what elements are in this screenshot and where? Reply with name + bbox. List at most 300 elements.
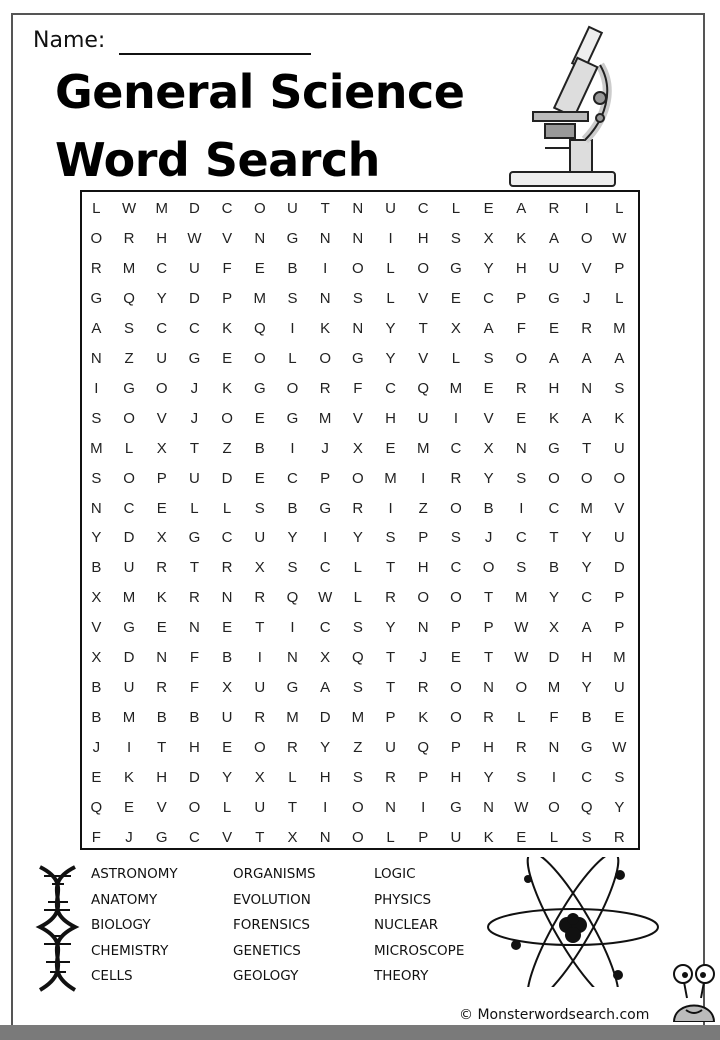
grid-letter[interactable]: G bbox=[286, 409, 299, 427]
grid-letter[interactable]: N bbox=[319, 229, 331, 247]
grid-letter[interactable]: O bbox=[450, 499, 462, 517]
grid-letter[interactable]: Z bbox=[418, 499, 428, 517]
grid-letter[interactable]: C bbox=[287, 469, 298, 487]
grid-letter[interactable]: N bbox=[156, 649, 168, 667]
grid-letter[interactable]: Z bbox=[124, 349, 134, 367]
grid-letter[interactable]: H bbox=[581, 649, 593, 667]
grid-letter[interactable]: M bbox=[286, 709, 299, 727]
grid-letter[interactable]: H bbox=[156, 769, 168, 787]
grid-letter[interactable]: P bbox=[418, 828, 429, 846]
grid-letter[interactable]: Q bbox=[123, 289, 135, 307]
grid-letter[interactable]: O bbox=[221, 409, 233, 427]
grid-letter[interactable]: S bbox=[124, 319, 135, 337]
grid-letter[interactable]: B bbox=[287, 259, 298, 277]
grid-letter[interactable]: P bbox=[614, 259, 625, 277]
grid-letter[interactable]: A bbox=[320, 679, 331, 697]
grid-letter[interactable]: J bbox=[419, 649, 427, 667]
grid-letter[interactable]: M bbox=[580, 499, 593, 517]
grid-letter[interactable]: O bbox=[253, 200, 266, 217]
grid-letter[interactable]: G bbox=[580, 739, 593, 757]
grid-letter[interactable]: E bbox=[222, 619, 233, 637]
grid-letter[interactable]: U bbox=[450, 828, 462, 846]
grid-letter[interactable]: C bbox=[156, 259, 168, 277]
grid-letter[interactable]: A bbox=[548, 229, 559, 247]
grid-letter[interactable]: U bbox=[188, 469, 200, 487]
grid-letter[interactable]: R bbox=[613, 828, 625, 846]
grid-letter[interactable]: I bbox=[126, 739, 132, 757]
grid-letter[interactable]: N bbox=[417, 619, 429, 637]
grid-letter[interactable]: O bbox=[515, 679, 528, 697]
grid-letter[interactable]: Q bbox=[580, 799, 593, 816]
grid-letter[interactable]: H bbox=[450, 769, 462, 787]
grid-letter[interactable]: V bbox=[352, 409, 363, 427]
grid-letter[interactable]: C bbox=[581, 769, 593, 787]
grid-letter[interactable]: D bbox=[188, 769, 200, 787]
grid-letter[interactable]: C bbox=[319, 619, 331, 637]
grid-letter[interactable]: M bbox=[515, 589, 528, 607]
grid-letter[interactable]: B bbox=[156, 709, 167, 727]
grid-letter[interactable]: I bbox=[388, 229, 393, 247]
grid-letter[interactable]: Y bbox=[581, 679, 592, 697]
grid-letter[interactable]: W bbox=[121, 200, 137, 217]
grid-letter[interactable]: G bbox=[188, 349, 201, 367]
grid-letter[interactable]: S bbox=[91, 409, 102, 427]
grid-letter[interactable]: S bbox=[385, 529, 396, 547]
grid-letter[interactable]: C bbox=[188, 828, 200, 846]
grid-letter[interactable]: R bbox=[221, 559, 233, 577]
grid-letter[interactable]: R bbox=[385, 589, 396, 607]
grid-letter[interactable]: S bbox=[91, 469, 102, 487]
grid-letter[interactable]: Y bbox=[320, 739, 331, 757]
grid-letter[interactable]: F bbox=[91, 828, 101, 846]
grid-letter[interactable]: V bbox=[614, 499, 625, 517]
grid-letter[interactable]: R bbox=[156, 559, 168, 577]
grid-letter[interactable]: U bbox=[417, 409, 429, 427]
grid-letter[interactable]: W bbox=[187, 229, 202, 247]
grid-letter[interactable]: T bbox=[385, 559, 396, 577]
grid-letter[interactable]: N bbox=[352, 200, 364, 217]
grid-letter[interactable]: U bbox=[613, 679, 625, 697]
grid-letter[interactable]: R bbox=[385, 769, 396, 787]
grid-letter[interactable]: O bbox=[319, 349, 331, 367]
grid-letter[interactable]: Q bbox=[286, 589, 299, 607]
grid-letter[interactable]: E bbox=[254, 409, 265, 427]
grid-letter[interactable]: R bbox=[123, 229, 135, 247]
grid-letter[interactable]: L bbox=[190, 499, 199, 517]
grid-letter[interactable]: R bbox=[417, 679, 429, 697]
grid-letter[interactable]: R bbox=[352, 499, 364, 517]
grid-letter[interactable]: L bbox=[222, 499, 232, 517]
grid-letter[interactable]: O bbox=[155, 379, 168, 397]
grid-letter[interactable]: W bbox=[612, 229, 627, 247]
grid-letter[interactable]: L bbox=[353, 589, 363, 607]
grid-letter[interactable]: G bbox=[548, 439, 560, 457]
grid-letter[interactable]: C bbox=[417, 200, 429, 217]
grid-letter[interactable]: G bbox=[286, 679, 299, 697]
grid-letter[interactable]: W bbox=[612, 739, 627, 757]
grid-letter[interactable]: C bbox=[515, 529, 527, 547]
grid-letter[interactable]: V bbox=[222, 229, 233, 247]
grid-letter[interactable]: N bbox=[548, 739, 560, 757]
grid-letter[interactable]: T bbox=[484, 589, 494, 607]
grid-letter[interactable]: I bbox=[453, 409, 458, 427]
grid-letter[interactable]: C bbox=[188, 319, 200, 337]
grid-letter[interactable]: G bbox=[123, 379, 135, 397]
grid-letter[interactable]: N bbox=[515, 439, 527, 457]
grid-letter[interactable]: L bbox=[517, 709, 526, 727]
grid-letter[interactable]: C bbox=[483, 289, 495, 307]
grid-letter[interactable]: T bbox=[255, 619, 265, 637]
grid-letter[interactable]: Y bbox=[385, 319, 396, 337]
grid-letter[interactable]: S bbox=[352, 679, 363, 697]
grid-letter[interactable]: I bbox=[290, 319, 295, 337]
grid-letter[interactable]: T bbox=[549, 529, 559, 547]
grid-letter[interactable]: A bbox=[91, 319, 102, 337]
grid-letter[interactable]: T bbox=[255, 828, 265, 846]
grid-letter[interactable]: G bbox=[352, 349, 364, 367]
grid-letter[interactable]: R bbox=[548, 200, 560, 217]
grid-letter[interactable]: L bbox=[386, 828, 395, 846]
grid-letter[interactable]: H bbox=[417, 559, 429, 577]
grid-letter[interactable]: O bbox=[188, 799, 201, 816]
grid-letter[interactable]: P bbox=[156, 469, 167, 487]
grid-letter[interactable]: N bbox=[287, 649, 298, 667]
grid-letter[interactable]: X bbox=[483, 439, 494, 457]
grid-letter[interactable]: K bbox=[320, 319, 331, 337]
grid-letter[interactable]: D bbox=[548, 649, 560, 667]
grid-letter[interactable]: K bbox=[548, 409, 559, 427]
grid-letter[interactable]: M bbox=[122, 589, 136, 607]
grid-letter[interactable]: T bbox=[385, 649, 396, 667]
grid-letter[interactable]: P bbox=[450, 619, 461, 637]
grid-letter[interactable]: L bbox=[615, 289, 624, 307]
grid-letter[interactable]: Z bbox=[353, 739, 363, 757]
grid-letter[interactable]: C bbox=[385, 379, 396, 397]
grid-letter[interactable]: R bbox=[254, 709, 266, 727]
grid-letter[interactable]: K bbox=[124, 769, 135, 787]
grid-letter[interactable]: T bbox=[582, 439, 592, 457]
grid-letter[interactable]: O bbox=[352, 799, 364, 816]
grid-letter[interactable]: D bbox=[188, 200, 200, 217]
grid-letter[interactable]: S bbox=[352, 619, 363, 637]
grid-letter[interactable]: O bbox=[90, 229, 103, 247]
grid-letter[interactable]: L bbox=[222, 799, 232, 816]
grid-letter[interactable]: Y bbox=[222, 769, 233, 787]
grid-letter[interactable]: V bbox=[222, 828, 233, 846]
grid-letter[interactable]: H bbox=[319, 769, 331, 787]
grid-letter[interactable]: X bbox=[254, 559, 265, 577]
grid-letter[interactable]: I bbox=[323, 799, 328, 816]
grid-letter[interactable]: U bbox=[254, 529, 266, 547]
grid-letter[interactable]: S bbox=[516, 769, 527, 787]
grid-letter[interactable]: G bbox=[90, 289, 103, 307]
grid-letter[interactable]: O bbox=[450, 679, 462, 697]
grid-letter[interactable]: V bbox=[418, 289, 429, 307]
grid-letter[interactable]: I bbox=[323, 529, 328, 547]
grid-letter[interactable]: B bbox=[287, 499, 298, 517]
grid-letter[interactable]: N bbox=[90, 349, 102, 367]
grid-letter[interactable]: R bbox=[483, 709, 495, 727]
grid-letter[interactable]: Y bbox=[548, 589, 559, 607]
grid-letter[interactable]: S bbox=[516, 469, 527, 487]
grid-letter[interactable]: O bbox=[450, 589, 462, 607]
grid-letter[interactable]: A bbox=[483, 319, 494, 337]
grid-letter[interactable]: G bbox=[188, 529, 201, 547]
grid-letter[interactable]: B bbox=[548, 559, 559, 577]
grid-letter[interactable]: T bbox=[418, 319, 428, 337]
grid-letter[interactable]: C bbox=[548, 499, 560, 517]
grid-letter[interactable]: S bbox=[581, 828, 592, 846]
grid-letter[interactable]: K bbox=[222, 379, 233, 397]
grid-letter[interactable]: L bbox=[92, 200, 101, 217]
grid-letter[interactable]: R bbox=[156, 679, 168, 697]
grid-letter[interactable]: O bbox=[580, 229, 593, 247]
grid-letter[interactable]: M bbox=[547, 679, 561, 697]
grid-letter[interactable]: P bbox=[450, 739, 461, 757]
grid-letter[interactable]: X bbox=[320, 649, 331, 667]
grid-letter[interactable]: G bbox=[123, 619, 135, 637]
grid-letter[interactable]: F bbox=[189, 679, 199, 697]
grid-letter[interactable]: M bbox=[122, 709, 136, 727]
grid-letter[interactable]: L bbox=[451, 349, 461, 367]
grid-letter[interactable]: I bbox=[257, 649, 262, 667]
grid-letter[interactable]: B bbox=[222, 649, 233, 667]
grid-letter[interactable]: V bbox=[418, 349, 429, 367]
grid-letter[interactable]: M bbox=[155, 200, 168, 217]
grid-letter[interactable]: W bbox=[514, 619, 529, 637]
grid-letter[interactable]: U bbox=[123, 679, 135, 697]
grid-letter[interactable]: E bbox=[124, 799, 135, 816]
grid-letter[interactable]: X bbox=[483, 229, 494, 247]
grid-letter[interactable]: D bbox=[123, 649, 135, 667]
grid-letter[interactable]: U bbox=[188, 259, 200, 277]
grid-letter[interactable]: U bbox=[156, 349, 168, 367]
grid-letter[interactable]: N bbox=[483, 799, 495, 816]
grid-letter[interactable]: T bbox=[320, 200, 330, 217]
grid-letter[interactable]: L bbox=[353, 559, 363, 577]
grid-letter[interactable]: D bbox=[613, 559, 625, 577]
grid-letter[interactable]: F bbox=[222, 259, 232, 277]
grid-letter[interactable]: M bbox=[351, 709, 365, 727]
grid-letter[interactable]: J bbox=[321, 439, 329, 457]
grid-letter[interactable]: B bbox=[189, 709, 200, 727]
grid-letter[interactable]: O bbox=[450, 709, 462, 727]
grid-letter[interactable]: J bbox=[92, 739, 101, 757]
grid-letter[interactable]: Y bbox=[581, 559, 592, 577]
grid-letter[interactable]: T bbox=[189, 439, 199, 457]
grid-letter[interactable]: Q bbox=[90, 799, 103, 816]
grid-letter[interactable]: W bbox=[318, 589, 333, 607]
grid-letter[interactable]: A bbox=[581, 349, 592, 367]
grid-letter[interactable]: O bbox=[548, 469, 560, 487]
grid-letter[interactable]: E bbox=[254, 259, 265, 277]
grid-letter[interactable]: Y bbox=[385, 349, 396, 367]
grid-letter[interactable]: B bbox=[91, 709, 102, 727]
grid-letter[interactable]: X bbox=[91, 649, 102, 667]
grid-letter[interactable]: I bbox=[551, 769, 557, 787]
grid-letter[interactable]: D bbox=[123, 529, 135, 547]
grid-letter[interactable]: S bbox=[614, 769, 625, 787]
grid-letter[interactable]: G bbox=[253, 379, 266, 397]
grid-letter[interactable]: F bbox=[189, 649, 199, 667]
grid-letter[interactable]: C bbox=[221, 529, 233, 547]
grid-letter[interactable]: G bbox=[450, 259, 462, 277]
grid-letter[interactable]: M bbox=[122, 259, 136, 277]
grid-letter[interactable]: K bbox=[222, 319, 233, 337]
grid-letter[interactable]: H bbox=[156, 229, 168, 247]
grid-letter[interactable]: K bbox=[156, 589, 167, 607]
grid-letter[interactable]: Y bbox=[614, 799, 625, 816]
grid-letter[interactable]: E bbox=[483, 200, 494, 217]
grid-letter[interactable]: T bbox=[385, 679, 396, 697]
grid-letter[interactable]: B bbox=[91, 559, 102, 577]
grid-letter[interactable]: O bbox=[580, 469, 593, 487]
grid-letter[interactable]: M bbox=[613, 319, 626, 337]
grid-letter[interactable]: L bbox=[451, 200, 461, 217]
grid-letter[interactable]: O bbox=[352, 259, 364, 277]
grid-letter[interactable]: Y bbox=[483, 469, 494, 487]
grid-letter[interactable]: V bbox=[156, 409, 167, 427]
grid-letter[interactable]: Y bbox=[385, 619, 396, 637]
grid-letter[interactable]: N bbox=[352, 229, 364, 247]
grid-letter[interactable]: J bbox=[125, 828, 133, 846]
grid-letter[interactable]: G bbox=[450, 799, 462, 816]
grid-letter[interactable]: A bbox=[516, 200, 527, 217]
grid-letter[interactable]: U bbox=[385, 739, 396, 757]
grid-letter[interactable]: S bbox=[614, 379, 625, 397]
grid-letter[interactable]: F bbox=[353, 379, 363, 397]
grid-letter[interactable]: D bbox=[188, 289, 200, 307]
grid-letter[interactable]: N bbox=[90, 499, 102, 517]
grid-letter[interactable]: E bbox=[156, 499, 167, 517]
grid-letter[interactable]: C bbox=[221, 200, 233, 217]
grid-letter[interactable]: N bbox=[221, 589, 233, 607]
grid-letter[interactable]: G bbox=[548, 289, 560, 307]
grid-letter[interactable]: J bbox=[190, 379, 199, 397]
grid-letter[interactable]: N bbox=[188, 619, 200, 637]
grid-letter[interactable]: B bbox=[483, 499, 494, 517]
grid-letter[interactable]: Y bbox=[483, 769, 494, 787]
grid-letter[interactable]: L bbox=[615, 200, 624, 217]
grid-letter[interactable]: P bbox=[418, 769, 429, 787]
grid-letter[interactable]: S bbox=[450, 529, 461, 547]
grid-letter[interactable]: X bbox=[450, 319, 461, 337]
grid-letter[interactable]: E bbox=[222, 349, 233, 367]
grid-letter[interactable]: P bbox=[385, 709, 396, 727]
grid-letter[interactable]: O bbox=[352, 828, 364, 846]
grid-letter[interactable]: N bbox=[581, 379, 593, 397]
grid-letter[interactable]: C bbox=[123, 499, 135, 517]
grid-letter[interactable]: S bbox=[352, 289, 363, 307]
grid-letter[interactable]: M bbox=[613, 649, 626, 667]
grid-letter[interactable]: O bbox=[123, 469, 135, 487]
grid-letter[interactable]: O bbox=[482, 559, 495, 577]
grid-letter[interactable]: Y bbox=[287, 529, 298, 547]
grid-letter[interactable]: X bbox=[287, 828, 298, 846]
grid-letter[interactable]: S bbox=[287, 289, 298, 307]
grid-letter[interactable]: H bbox=[385, 409, 396, 427]
grid-letter[interactable]: N bbox=[483, 679, 495, 697]
grid-letter[interactable]: U bbox=[254, 679, 266, 697]
grid-letter[interactable]: U bbox=[123, 559, 135, 577]
grid-letter[interactable]: I bbox=[421, 469, 426, 487]
grid-letter[interactable]: I bbox=[388, 499, 393, 517]
grid-letter[interactable]: H bbox=[515, 259, 527, 277]
grid-letter[interactable]: N bbox=[319, 289, 331, 307]
grid-letter[interactable]: B bbox=[581, 709, 592, 727]
grid-letter[interactable]: M bbox=[90, 439, 103, 457]
grid-letter[interactable]: A bbox=[581, 619, 592, 637]
grid-letter[interactable]: C bbox=[319, 559, 331, 577]
grid-letter[interactable]: H bbox=[483, 739, 495, 757]
grid-letter[interactable]: N bbox=[254, 229, 266, 247]
grid-letter[interactable]: P bbox=[320, 469, 331, 487]
grid-letter[interactable]: N bbox=[352, 319, 364, 337]
grid-letter[interactable]: F bbox=[516, 319, 526, 337]
grid-letter[interactable]: L bbox=[549, 828, 559, 846]
grid-letter[interactable]: D bbox=[319, 709, 331, 727]
grid-letter[interactable]: I bbox=[421, 799, 426, 816]
grid-letter[interactable]: R bbox=[515, 379, 527, 397]
grid-letter[interactable]: I bbox=[519, 499, 524, 517]
grid-letter[interactable]: V bbox=[483, 409, 494, 427]
grid-letter[interactable]: O bbox=[417, 589, 430, 607]
grid-letter[interactable]: U bbox=[613, 439, 625, 457]
grid-letter[interactable]: I bbox=[94, 379, 99, 397]
grid-letter[interactable]: I bbox=[584, 200, 589, 217]
grid-letter[interactable]: U bbox=[254, 799, 266, 816]
grid-letter[interactable]: K bbox=[418, 709, 429, 727]
grid-letter[interactable]: B bbox=[91, 679, 102, 697]
grid-letter[interactable]: Q bbox=[417, 739, 430, 757]
grid-letter[interactable]: T bbox=[157, 739, 167, 757]
grid-letter[interactable]: E bbox=[450, 289, 461, 307]
grid-letter[interactable]: O bbox=[286, 379, 299, 397]
grid-letter[interactable]: I bbox=[323, 259, 328, 277]
grid-letter[interactable]: P bbox=[614, 589, 625, 607]
grid-letter[interactable]: C bbox=[450, 439, 462, 457]
grid-letter[interactable]: W bbox=[514, 649, 529, 667]
grid-letter[interactable]: T bbox=[484, 649, 494, 667]
grid-letter[interactable]: R bbox=[515, 739, 527, 757]
grid-letter[interactable]: C bbox=[581, 589, 593, 607]
grid-letter[interactable]: E bbox=[548, 319, 559, 337]
grid-letter[interactable]: X bbox=[254, 769, 265, 787]
grid-letter[interactable]: X bbox=[156, 439, 167, 457]
grid-letter[interactable]: P bbox=[483, 619, 494, 637]
grid-letter[interactable]: P bbox=[614, 619, 625, 637]
grid-letter[interactable]: M bbox=[384, 469, 397, 487]
grid-letter[interactable]: B bbox=[254, 439, 265, 457]
grid-letter[interactable]: Y bbox=[156, 289, 167, 307]
grid-letter[interactable]: M bbox=[416, 439, 430, 457]
grid-letter[interactable]: M bbox=[318, 409, 332, 427]
grid-letter[interactable]: Y bbox=[352, 529, 363, 547]
grid-letter[interactable]: E bbox=[450, 649, 461, 667]
grid-letter[interactable]: X bbox=[222, 679, 233, 697]
grid-letter[interactable]: R bbox=[319, 379, 331, 397]
grid-letter[interactable]: C bbox=[156, 319, 168, 337]
grid-letter[interactable]: J bbox=[484, 529, 493, 547]
grid-letter[interactable]: Y bbox=[581, 529, 592, 547]
grid-letter[interactable]: L bbox=[288, 769, 297, 787]
grid-letter[interactable]: E bbox=[91, 769, 102, 787]
grid-letter[interactable]: T bbox=[189, 559, 199, 577]
grid-letter[interactable]: O bbox=[548, 799, 560, 816]
grid-letter[interactable]: A bbox=[548, 349, 559, 367]
grid-letter[interactable]: H bbox=[417, 229, 429, 247]
grid-letter[interactable]: V bbox=[581, 259, 592, 277]
